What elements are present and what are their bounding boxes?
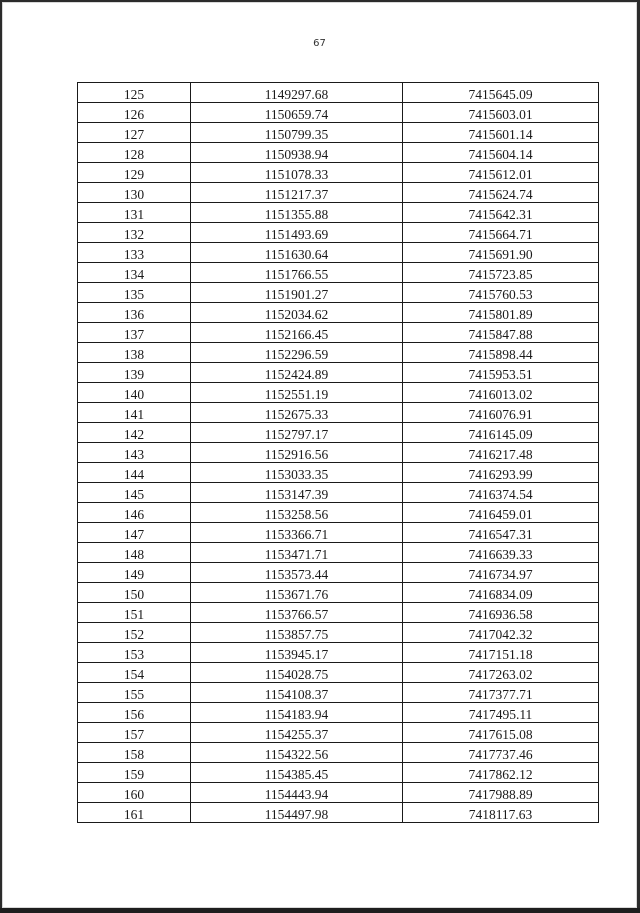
table-row bbox=[78, 463, 599, 483]
point-number-cell: 141 bbox=[78, 403, 191, 423]
y-coordinate-cell: 7415624.74 bbox=[403, 183, 599, 203]
y-coordinate-cell: 7416834.09 bbox=[403, 583, 599, 603]
y-coordinate-cell: 7416076.91 bbox=[403, 403, 599, 423]
x-coordinate-cell: 1151217.37 bbox=[191, 183, 403, 203]
table-row bbox=[78, 303, 599, 323]
page-number: 67 bbox=[313, 38, 326, 49]
table-row bbox=[78, 803, 599, 823]
table-row bbox=[78, 663, 599, 683]
point-number-cell: 126 bbox=[78, 103, 191, 123]
point-number-cell: 158 bbox=[78, 743, 191, 763]
table-row bbox=[78, 483, 599, 503]
x-coordinate-cell: 1151901.27 bbox=[191, 283, 403, 303]
point-number-cell: 144 bbox=[78, 463, 191, 483]
y-coordinate-cell: 7415603.01 bbox=[403, 103, 599, 123]
point-number-cell: 160 bbox=[78, 783, 191, 803]
y-coordinate-cell: 7417042.32 bbox=[403, 623, 599, 643]
x-coordinate-cell: 1151493.69 bbox=[191, 223, 403, 243]
table-row bbox=[78, 363, 599, 383]
table-row bbox=[78, 343, 599, 363]
table-row bbox=[78, 723, 599, 743]
x-coordinate-cell: 1154028.75 bbox=[191, 663, 403, 683]
table-row bbox=[78, 423, 599, 443]
x-coordinate-cell: 1153471.71 bbox=[191, 543, 403, 563]
table-row bbox=[78, 603, 599, 623]
point-number-cell: 136 bbox=[78, 303, 191, 323]
point-number-cell: 156 bbox=[78, 703, 191, 723]
point-number-cell: 131 bbox=[78, 203, 191, 223]
document-page bbox=[2, 2, 637, 908]
table-row bbox=[78, 623, 599, 643]
point-number-cell: 146 bbox=[78, 503, 191, 523]
table-row bbox=[78, 243, 599, 263]
point-number-cell: 152 bbox=[78, 623, 191, 643]
point-number-cell: 133 bbox=[78, 243, 191, 263]
y-coordinate-cell: 7415723.85 bbox=[403, 263, 599, 283]
y-coordinate-cell: 7417862.12 bbox=[403, 763, 599, 783]
x-coordinate-cell: 1149297.68 bbox=[191, 83, 403, 103]
table-row bbox=[78, 103, 599, 123]
point-number-cell: 130 bbox=[78, 183, 191, 203]
table-row bbox=[78, 83, 599, 103]
x-coordinate-cell: 1153366.71 bbox=[191, 523, 403, 543]
table-row bbox=[78, 163, 599, 183]
x-coordinate-cell: 1152551.19 bbox=[191, 383, 403, 403]
table-row bbox=[78, 123, 599, 143]
x-coordinate-cell: 1153033.35 bbox=[191, 463, 403, 483]
x-coordinate-cell: 1151630.64 bbox=[191, 243, 403, 263]
y-coordinate-cell: 7417737.46 bbox=[403, 743, 599, 763]
x-coordinate-cell: 1152424.89 bbox=[191, 363, 403, 383]
y-coordinate-cell: 7415601.14 bbox=[403, 123, 599, 143]
y-coordinate-cell: 7416013.02 bbox=[403, 383, 599, 403]
x-coordinate-cell: 1152166.45 bbox=[191, 323, 403, 343]
point-number-cell: 138 bbox=[78, 343, 191, 363]
table-row bbox=[78, 583, 599, 603]
point-number-cell: 145 bbox=[78, 483, 191, 503]
y-coordinate-cell: 7415801.89 bbox=[403, 303, 599, 323]
table-row bbox=[78, 323, 599, 343]
x-coordinate-cell: 1153573.44 bbox=[191, 563, 403, 583]
y-coordinate-cell: 7416145.09 bbox=[403, 423, 599, 443]
point-number-cell: 161 bbox=[78, 803, 191, 823]
y-coordinate-cell: 7417263.02 bbox=[403, 663, 599, 683]
table-row bbox=[78, 283, 599, 303]
table-row bbox=[78, 383, 599, 403]
point-number-cell: 132 bbox=[78, 223, 191, 243]
point-number-cell: 129 bbox=[78, 163, 191, 183]
x-coordinate-cell: 1150938.94 bbox=[191, 143, 403, 163]
x-coordinate-cell: 1153766.57 bbox=[191, 603, 403, 623]
x-coordinate-cell: 1153945.17 bbox=[191, 643, 403, 663]
scan-border bbox=[0, 908, 640, 913]
x-coordinate-cell: 1154108.37 bbox=[191, 683, 403, 703]
table-row bbox=[78, 563, 599, 583]
x-coordinate-cell: 1154385.45 bbox=[191, 763, 403, 783]
point-number-cell: 139 bbox=[78, 363, 191, 383]
table-row bbox=[78, 183, 599, 203]
y-coordinate-cell: 7415691.90 bbox=[403, 243, 599, 263]
table-row bbox=[78, 543, 599, 563]
table-row bbox=[78, 203, 599, 223]
point-number-cell: 147 bbox=[78, 523, 191, 543]
y-coordinate-cell: 7417151.18 bbox=[403, 643, 599, 663]
table-row bbox=[78, 523, 599, 543]
x-coordinate-cell: 1153258.56 bbox=[191, 503, 403, 523]
y-coordinate-cell: 7417377.71 bbox=[403, 683, 599, 703]
point-number-cell: 150 bbox=[78, 583, 191, 603]
y-coordinate-cell: 7415953.51 bbox=[403, 363, 599, 383]
y-coordinate-cell: 7416293.99 bbox=[403, 463, 599, 483]
y-coordinate-cell: 7416459.01 bbox=[403, 503, 599, 523]
x-coordinate-cell: 1150799.35 bbox=[191, 123, 403, 143]
table-row bbox=[78, 223, 599, 243]
x-coordinate-cell: 1150659.74 bbox=[191, 103, 403, 123]
y-coordinate-cell: 7415760.53 bbox=[403, 283, 599, 303]
y-coordinate-cell: 7415645.09 bbox=[403, 83, 599, 103]
y-coordinate-cell: 7416547.31 bbox=[403, 523, 599, 543]
y-coordinate-cell: 7417495.11 bbox=[403, 703, 599, 723]
y-coordinate-cell: 7415898.44 bbox=[403, 343, 599, 363]
table-row bbox=[78, 443, 599, 463]
y-coordinate-cell: 7416639.33 bbox=[403, 543, 599, 563]
y-coordinate-cell: 7416374.54 bbox=[403, 483, 599, 503]
point-number-cell: 155 bbox=[78, 683, 191, 703]
x-coordinate-cell: 1152296.59 bbox=[191, 343, 403, 363]
point-number-cell: 142 bbox=[78, 423, 191, 443]
table-row bbox=[78, 143, 599, 163]
table-row bbox=[78, 503, 599, 523]
x-coordinate-cell: 1152034.62 bbox=[191, 303, 403, 323]
point-number-cell: 135 bbox=[78, 283, 191, 303]
point-number-cell: 125 bbox=[78, 83, 191, 103]
table-row bbox=[78, 643, 599, 663]
point-number-cell: 140 bbox=[78, 383, 191, 403]
point-number-cell: 137 bbox=[78, 323, 191, 343]
x-coordinate-cell: 1154183.94 bbox=[191, 703, 403, 723]
x-coordinate-cell: 1151078.33 bbox=[191, 163, 403, 183]
y-coordinate-cell: 7415847.88 bbox=[403, 323, 599, 343]
y-coordinate-cell: 7416734.97 bbox=[403, 563, 599, 583]
y-coordinate-cell: 7417615.08 bbox=[403, 723, 599, 743]
y-coordinate-cell: 7415604.14 bbox=[403, 143, 599, 163]
y-coordinate-cell: 7415612.01 bbox=[403, 163, 599, 183]
x-coordinate-cell: 1152916.56 bbox=[191, 443, 403, 463]
y-coordinate-cell: 7418117.63 bbox=[403, 803, 599, 823]
x-coordinate-cell: 1153857.75 bbox=[191, 623, 403, 643]
y-coordinate-cell: 7415664.71 bbox=[403, 223, 599, 243]
x-coordinate-cell: 1151766.55 bbox=[191, 263, 403, 283]
table-row bbox=[78, 683, 599, 703]
point-number-cell: 159 bbox=[78, 763, 191, 783]
table-row bbox=[78, 783, 599, 803]
point-number-cell: 154 bbox=[78, 663, 191, 683]
coordinates-table-body bbox=[78, 83, 599, 823]
y-coordinate-cell: 7415642.31 bbox=[403, 203, 599, 223]
x-coordinate-cell: 1153147.39 bbox=[191, 483, 403, 503]
point-number-cell: 143 bbox=[78, 443, 191, 463]
x-coordinate-cell: 1154255.37 bbox=[191, 723, 403, 743]
table-row bbox=[78, 763, 599, 783]
x-coordinate-cell: 1154443.94 bbox=[191, 783, 403, 803]
point-number-cell: 149 bbox=[78, 563, 191, 583]
point-number-cell: 157 bbox=[78, 723, 191, 743]
table-row bbox=[78, 743, 599, 763]
x-coordinate-cell: 1151355.88 bbox=[191, 203, 403, 223]
table-row bbox=[78, 263, 599, 283]
x-coordinate-cell: 1152797.17 bbox=[191, 423, 403, 443]
table-row bbox=[78, 403, 599, 423]
table-row bbox=[78, 703, 599, 723]
point-number-cell: 134 bbox=[78, 263, 191, 283]
coordinates-table bbox=[77, 82, 599, 823]
y-coordinate-cell: 7416936.58 bbox=[403, 603, 599, 623]
x-coordinate-cell: 1154497.98 bbox=[191, 803, 403, 823]
point-number-cell: 128 bbox=[78, 143, 191, 163]
x-coordinate-cell: 1152675.33 bbox=[191, 403, 403, 423]
y-coordinate-cell: 7417988.89 bbox=[403, 783, 599, 803]
y-coordinate-cell: 7416217.48 bbox=[403, 443, 599, 463]
x-coordinate-cell: 1153671.76 bbox=[191, 583, 403, 603]
x-coordinate-cell: 1154322.56 bbox=[191, 743, 403, 763]
point-number-cell: 151 bbox=[78, 603, 191, 623]
point-number-cell: 153 bbox=[78, 643, 191, 663]
point-number-cell: 148 bbox=[78, 543, 191, 563]
point-number-cell: 127 bbox=[78, 123, 191, 143]
